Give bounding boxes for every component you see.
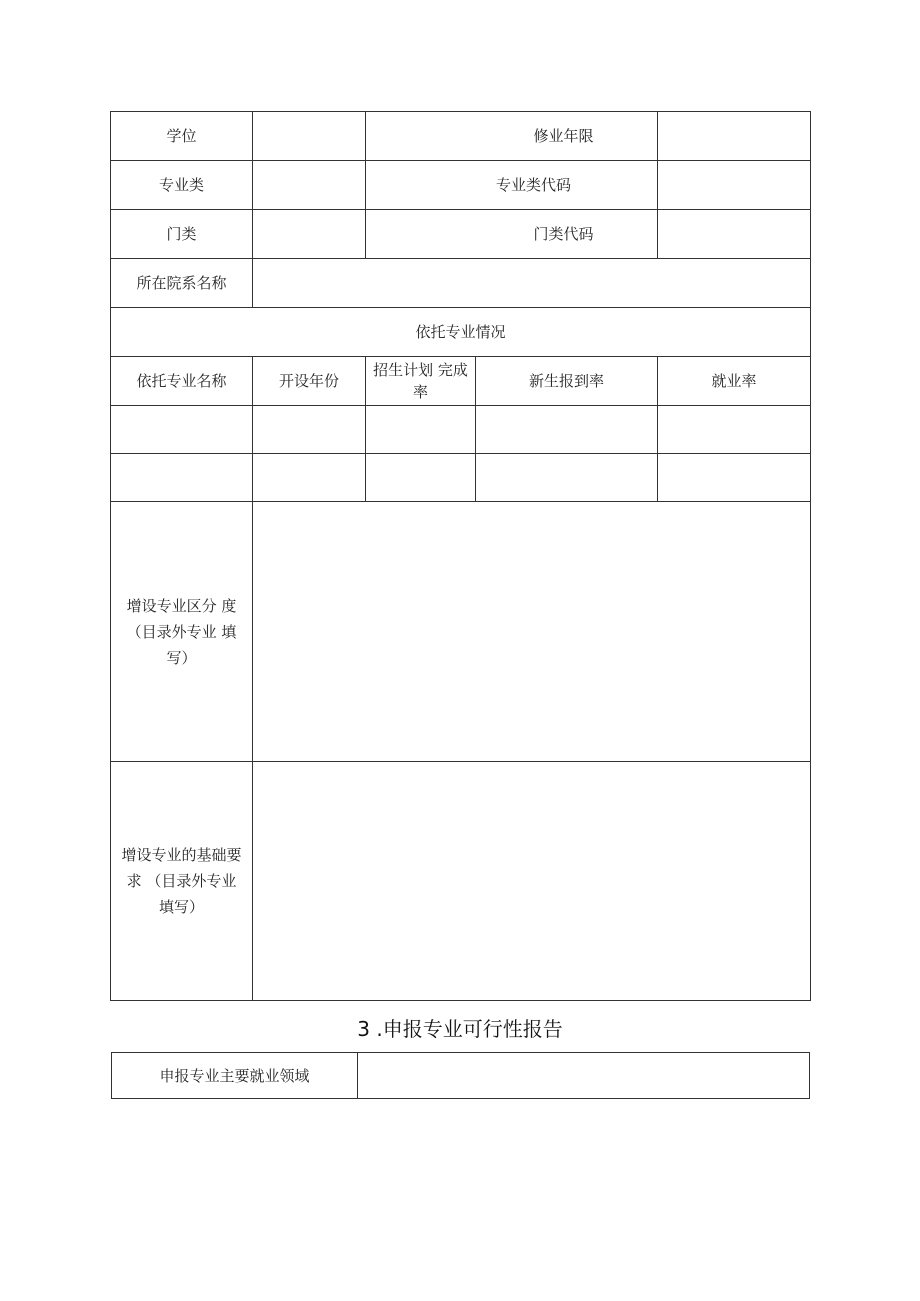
major-class-row (111, 161, 811, 210)
distinction-label: 增设专业区分 度（目录外专业 填写） (111, 502, 253, 762)
relied-cell[interactable] (658, 454, 811, 502)
category-label: 门类 (111, 210, 253, 259)
relied-cell[interactable] (111, 406, 253, 454)
distinction-row (111, 502, 811, 762)
relied-cell[interactable] (366, 406, 476, 454)
relied-section-title: 依托专业情况 (111, 308, 811, 357)
category-code-label: 门类代码 (366, 210, 658, 259)
major-class-value-cell[interactable] (253, 161, 366, 210)
employment-field-row (112, 1053, 810, 1099)
category-code-value-cell[interactable] (658, 210, 811, 259)
relied-cell[interactable] (476, 406, 658, 454)
basic-requirements-value-cell[interactable] (253, 762, 811, 1001)
duration-value-cell[interactable] (658, 112, 811, 161)
feasibility-report-table (111, 1052, 810, 1099)
relied-data-row (111, 406, 811, 454)
relied-header-name: 依托专业名称 (111, 357, 253, 406)
major-class-code-label: 专业类代码 (366, 161, 658, 210)
distinction-value-cell[interactable] (253, 502, 811, 762)
employment-field-value-cell[interactable] (358, 1053, 810, 1099)
major-class-label: 专业类 (111, 161, 253, 210)
degree-label: 学位 (111, 112, 253, 161)
relied-header-enroll-rate: 新生报到率 (476, 357, 658, 406)
basic-requirements-row (111, 762, 811, 1001)
section-3-title: 3 .申报专业可行性报告 (357, 1017, 563, 1041)
department-row (111, 259, 811, 308)
category-row (111, 210, 811, 259)
relied-section-row (111, 308, 811, 357)
relied-cell[interactable] (476, 454, 658, 502)
relied-cell[interactable] (111, 454, 253, 502)
degree-value-cell[interactable] (253, 112, 366, 161)
relied-cell[interactable] (658, 406, 811, 454)
category-value-cell[interactable] (253, 210, 366, 259)
relied-cell[interactable] (253, 406, 366, 454)
degree-row (111, 112, 811, 161)
major-application-table (110, 111, 811, 1001)
basic-requirements-label: 增设专业的基础要求 （目录外专业 填写） (111, 762, 253, 1001)
relied-header-year: 开设年份 (253, 357, 366, 406)
relied-header-employment-rate: 就业率 (658, 357, 811, 406)
relied-cell[interactable] (366, 454, 476, 502)
department-label: 所在院系名称 (111, 259, 253, 308)
department-value-cell[interactable] (253, 259, 811, 308)
relied-cell[interactable] (253, 454, 366, 502)
relied-header-plan-rate: 招生计划 完成率 (366, 357, 476, 406)
duration-label: 修业年限 (366, 112, 658, 161)
employment-field-label: 申报专业主要就业领域 (112, 1053, 358, 1099)
major-class-code-value-cell[interactable] (658, 161, 811, 210)
relied-header-row (111, 357, 811, 406)
relied-data-row (111, 454, 811, 502)
